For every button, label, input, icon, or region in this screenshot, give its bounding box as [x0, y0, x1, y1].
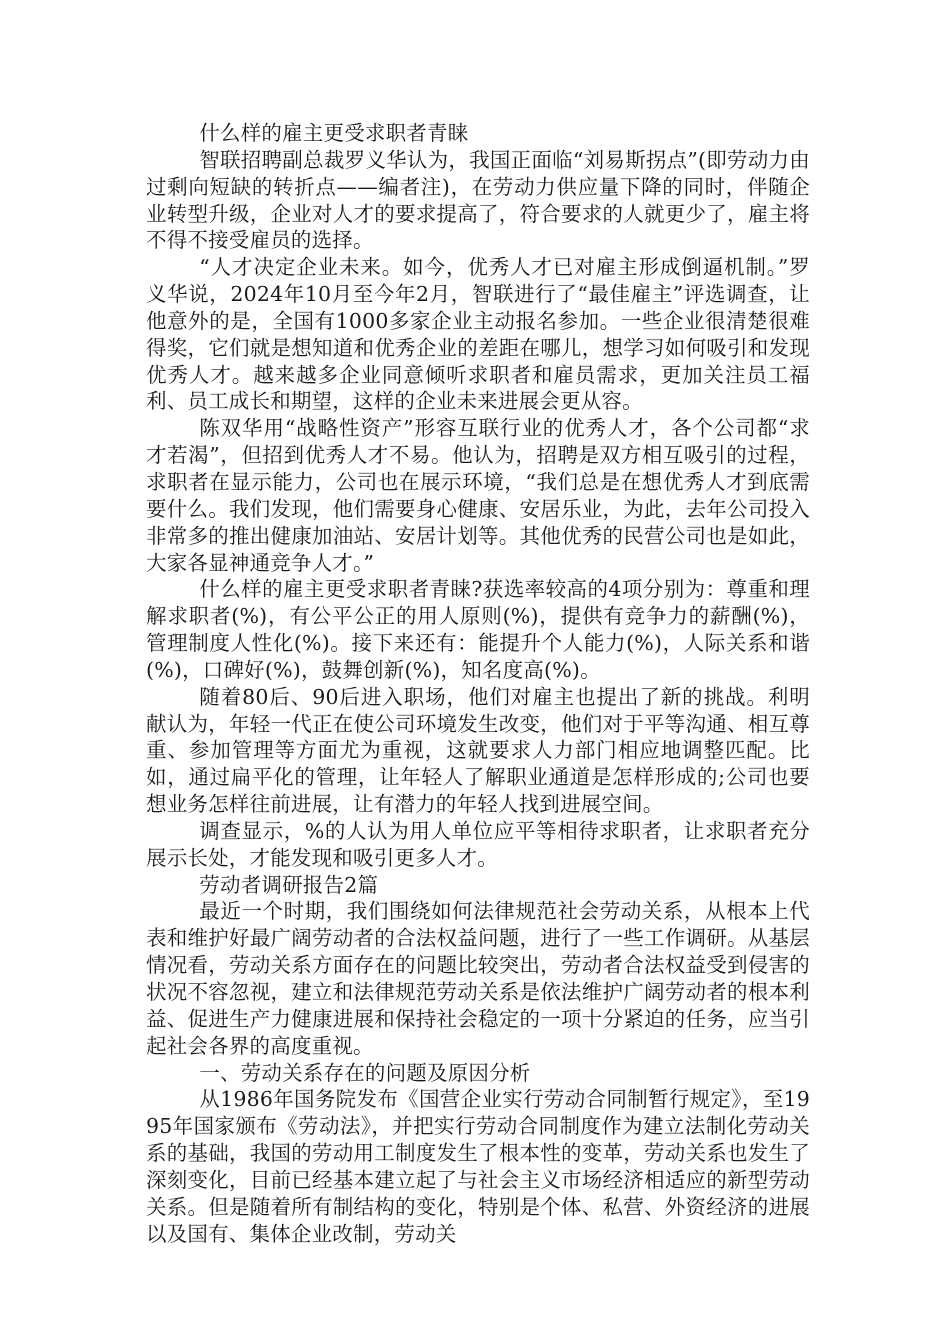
body-paragraph: 智联招聘副总裁罗义华认为，我国正面临“刘易斯拐点”(即劳动力由过剩向短缺的转折点——编者注)，在劳动力供应量下降的同时，伴随企业转型升级，企业对人才的要求提高了，符合要求的人就更少了，雇主将不得不接受雇员的选择。: [146, 147, 810, 253]
body-paragraph: 最近一个时期，我们围绕如何法律规范社会劳动关系，从根本上代表和维护好最广阔劳动者的合法权益问题，进行了一些工作调研。从基层情况看，劳动关系方面存在的问题比较突出，劳动者合法权益受到侵害的状况不容忽视，建立和法律规范劳动关系是依法维护广阔劳动者的根本利益、促进生产力健康进展和保持社会稳定的一项十分紧迫的任务，应当引起社会各界的高度重视。: [146, 899, 810, 1058]
section-heading: 一、劳动关系存在的问题及原因分析: [199, 1060, 531, 1085]
document-body: [146, 120, 810, 1247]
section-heading: 什么样的雇主更受求职者青睐: [199, 121, 469, 145]
body-paragraph: 从1986年国务院发布《国营企业实行劳动合同制暂行规定》，至1995年国家颁布《劳动法》，并把实行劳动合同制度作为建立法制化劳动关系的基础，我国的劳动用工制度发生了根本性的变革，劳动关系也发生了深刻变化，目前已经基本建立起了与社会主义市场经济相适应的新型劳动关系。但是随着所有制结构的变化，特别是个体、私营、外资经济的进展以及国有、集体企业改制，劳动关: [146, 1087, 810, 1246]
report-title: 劳动者调研报告2篇: [199, 872, 379, 897]
body-paragraph: “人才决定企业未来。如今，优秀人才已对雇主形成倒逼机制。”罗义华说，2024年10月至今年2月，智联进行了“最佳雇主”评选调查，让他意外的是，全国有1000多家企业主动报名参加。一些企业很清楚很难得奖，它们就是想知道和优秀企业的差距在哪儿，想学习如何吸引和发现优秀人才。越来越多企业同意倾听求职者和雇员需求，更加关注员工福利、员工成长和期望，这样的企业未来进展会更从容。: [146, 255, 810, 414]
body-paragraph: 调查显示，%的人认为用人单位应平等相待求职者，让求职者充分展示长处，才能发现和吸引更多人才。: [146, 818, 810, 870]
body-paragraph: 陈双华用“战略性资产”形容互联行业的优秀人才，各个公司都“求才若渴”，但招到优秀人才不易。他认为，招聘是双方相互吸引的过程，求职者在显示能力，公司也在展示环境，“我们总是在想优秀人才到底需要什么。我们发现，他们需要身心健康、安居乐业，为此，去年公司投入非常多的推出健康加油站、安居计划等。其他优秀的民营公司也是如此，大家各显神通竞争人才。”: [146, 416, 810, 575]
body-paragraph: 什么样的雇主更受求职者青睐?获选率较高的4项分别为：尊重和理解求职者(%)，有公平公正的用人原则(%)，提供有竞争力的薪酬(%)，管理制度人性化(%)。接下来还有：能提升个人能力(%)，人际关系和谐(%)，口碑好(%)，鼓舞创新(%)，知名度高(%)。: [146, 577, 810, 682]
body-paragraph: 随着80后、90后进入职场，他们对雇主也提出了新的挑战。利明献认为，年轻一代正在使公司环境发生改变，他们对于平等沟通、相互尊重、参加管理等方面尤为重视，这就要求人力部门相应地调整匹配。比如，通过扁平化的管理，让年轻人了解职业通道是怎样形成的;公司也要想业务怎样往前进展，让有潜力的年轻人找到进展空间。: [146, 684, 810, 817]
